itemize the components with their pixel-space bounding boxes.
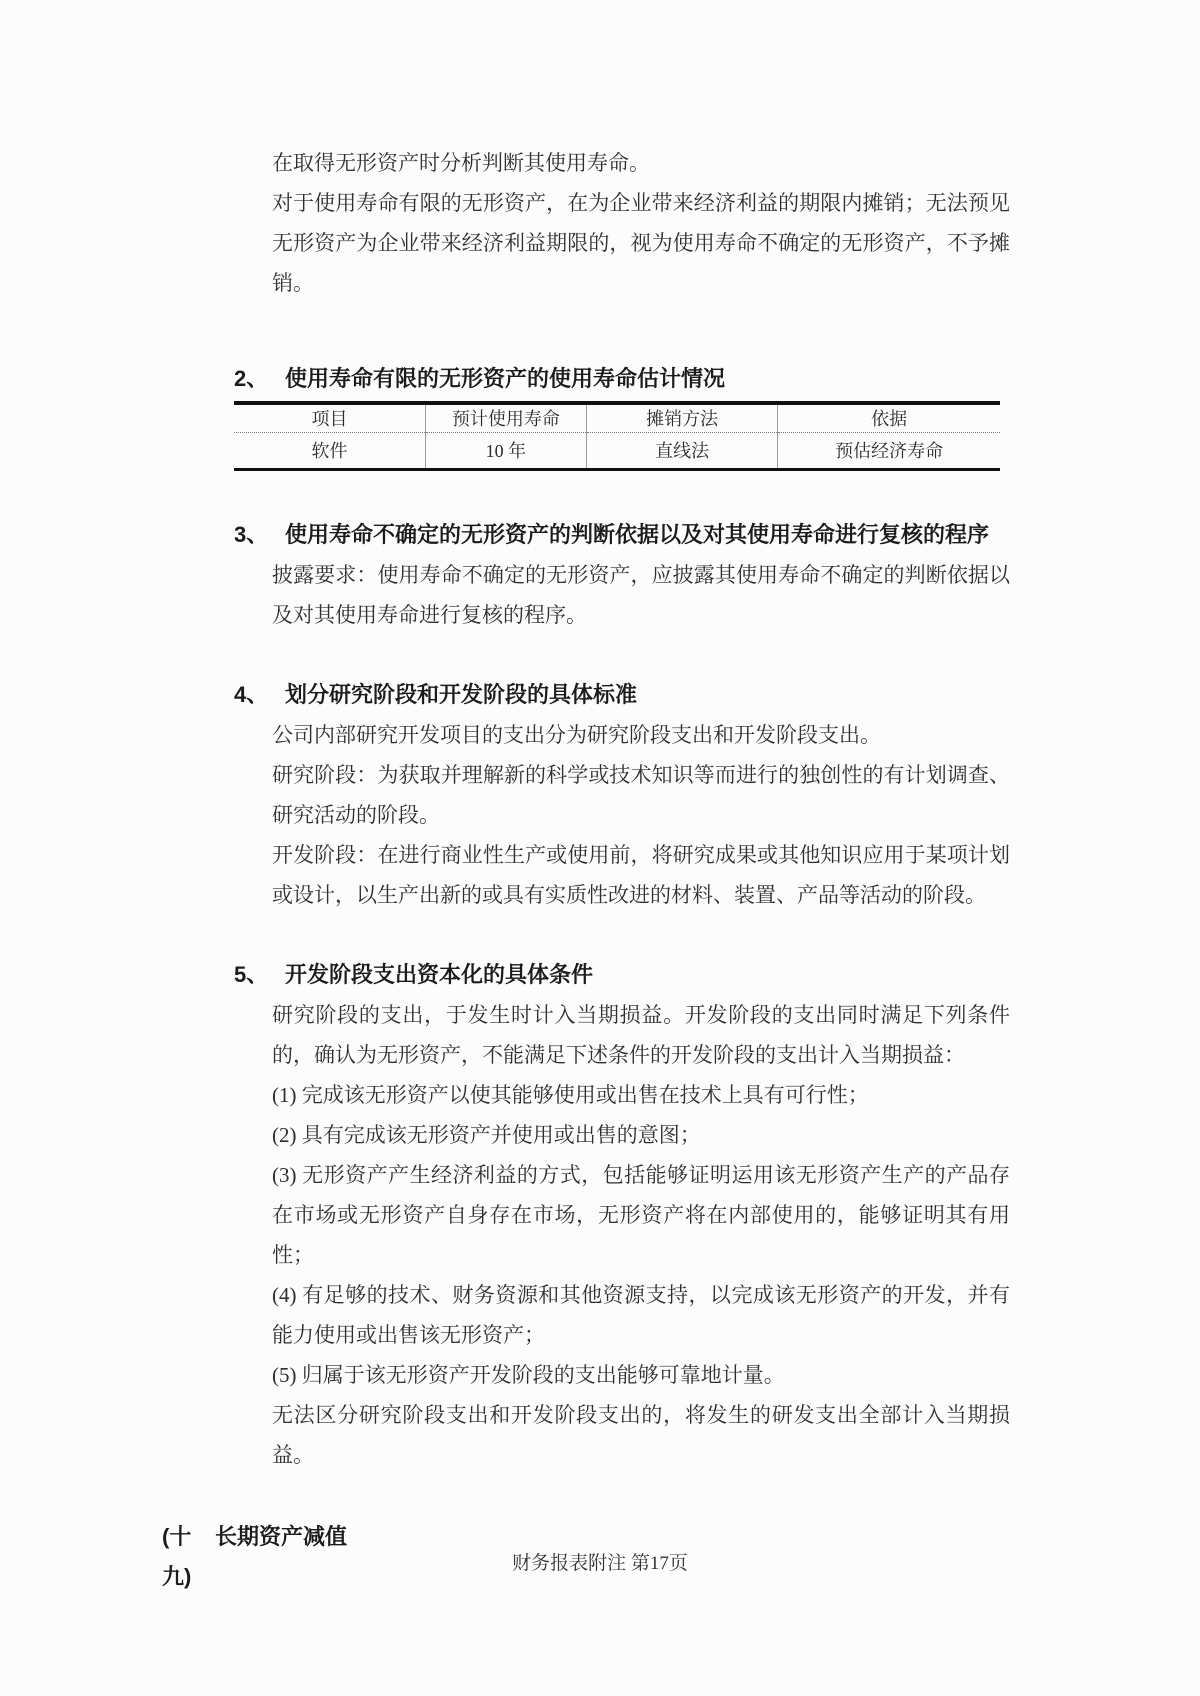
section-4-paragraph: 研究阶段：为获取并理解新的科学或技术知识等而进行的独创性的有计划调查、研究活动的阶段。 (272, 762, 1010, 827)
section-2-heading (234, 359, 1010, 399)
col-header-item: 项目 (234, 403, 426, 432)
section-5-list-item: (1) 完成该无形资产以使其能够使用或出售在技术上具有可行性； (272, 1082, 869, 1107)
section-5-paragraph: 无法区分研究阶段支出和开发阶段支出的，将发生的研发支出全部计入当期损益。 (272, 1402, 1010, 1467)
section-5-title: 开发阶段支出资本化的具体条件 (285, 961, 594, 987)
section-3-heading (234, 515, 1010, 555)
cell-life: 10 年 (426, 432, 587, 469)
section-3-paragraph: 披露要求：使用寿命不确定的无形资产，应披露其使用寿命不确定的判断依据以及对其使用寿命进行复核的程序。 (272, 562, 1010, 627)
cell-item: 软件 (311, 441, 348, 461)
cell-basis: 预估经济寿命 (778, 432, 1000, 469)
section-5-list-item: (3) 无形资产产生经济利益的方式，包括能够证明运用该无形资产生产的产品存在市场或无形资产自身存在市场，无形资产将在内部使用的，能够证明其有用性； (272, 1162, 1010, 1267)
section-4-title: 划分研究阶段和开发阶段的具体标准 (285, 681, 638, 707)
page-footer: 财务报表附注 第17页 (512, 1553, 688, 1574)
section-4-heading (234, 675, 1010, 715)
page-content (162, 143, 1010, 1597)
table-header-row (234, 403, 1000, 432)
intro-paragraph: 对于使用寿命有限的无形资产，在为企业带来经济利益的期限内摊销；无法预见无形资产为企业带来经济利益期限的，视为使用寿命不确定的无形资产，不予摊销。 (272, 191, 1010, 295)
section-5-number: 5、 (234, 961, 269, 987)
section-4-number: 4、 (234, 681, 269, 707)
intro-paragraph: 在取得无形资产时分析判断其使用寿命。 (272, 151, 650, 175)
col-header-life: 预计使用寿命 (426, 403, 587, 432)
section-5-list-item: (2) 具有完成该无形资产并使用或出售的意图； (272, 1122, 701, 1147)
section-2-number: 2、 (234, 366, 269, 391)
section-4-paragraph: 开发阶段：在进行商业性生产或使用前，将研究成果或其他知识应用于某项计划或设计，以生产出新的或具有实质性改进的材料、装置、产品等活动的阶段。 (272, 842, 1010, 907)
section-3-number: 3、 (234, 521, 269, 547)
section-5-list-item: (4) 有足够的技术、财务资源和其他资源支持，以完成该无形资产的开发，并有能力使用或出售该无形资产； (272, 1282, 1010, 1347)
section-5-list-item: (5) 归属于该无形资产开发阶段的支出能够可靠地计量。 (272, 1362, 785, 1387)
section-4-paragraph: 公司内部研究开发项目的支出分为研究阶段支出和开发阶段支出。 (272, 722, 881, 747)
cell-method: 直线法 (586, 432, 778, 469)
table-row (234, 432, 1000, 469)
section-2-title: 使用寿命有限的无形资产的使用寿命估计情况 (285, 366, 726, 391)
useful-life-estimate-table (234, 401, 1000, 471)
section-19-title: 长期资产减值 (215, 1523, 348, 1549)
col-header-basis: 依据 (778, 403, 1000, 432)
section-5-paragraph: 研究阶段的支出，于发生时计入当期损益。开发阶段的支出同时满足下列条件的，确认为无形资产，不能满足下述条件的开发阶段的支出计入当期损益： (272, 1002, 1010, 1067)
section-5-heading (234, 955, 1010, 995)
section-3-title: 使用寿命不确定的无形资产的判断依据以及对其使用寿命进行复核的程序 (285, 521, 990, 547)
col-header-method: 摊销方法 (586, 403, 778, 432)
section-19-number: (十九) (162, 1523, 192, 1589)
